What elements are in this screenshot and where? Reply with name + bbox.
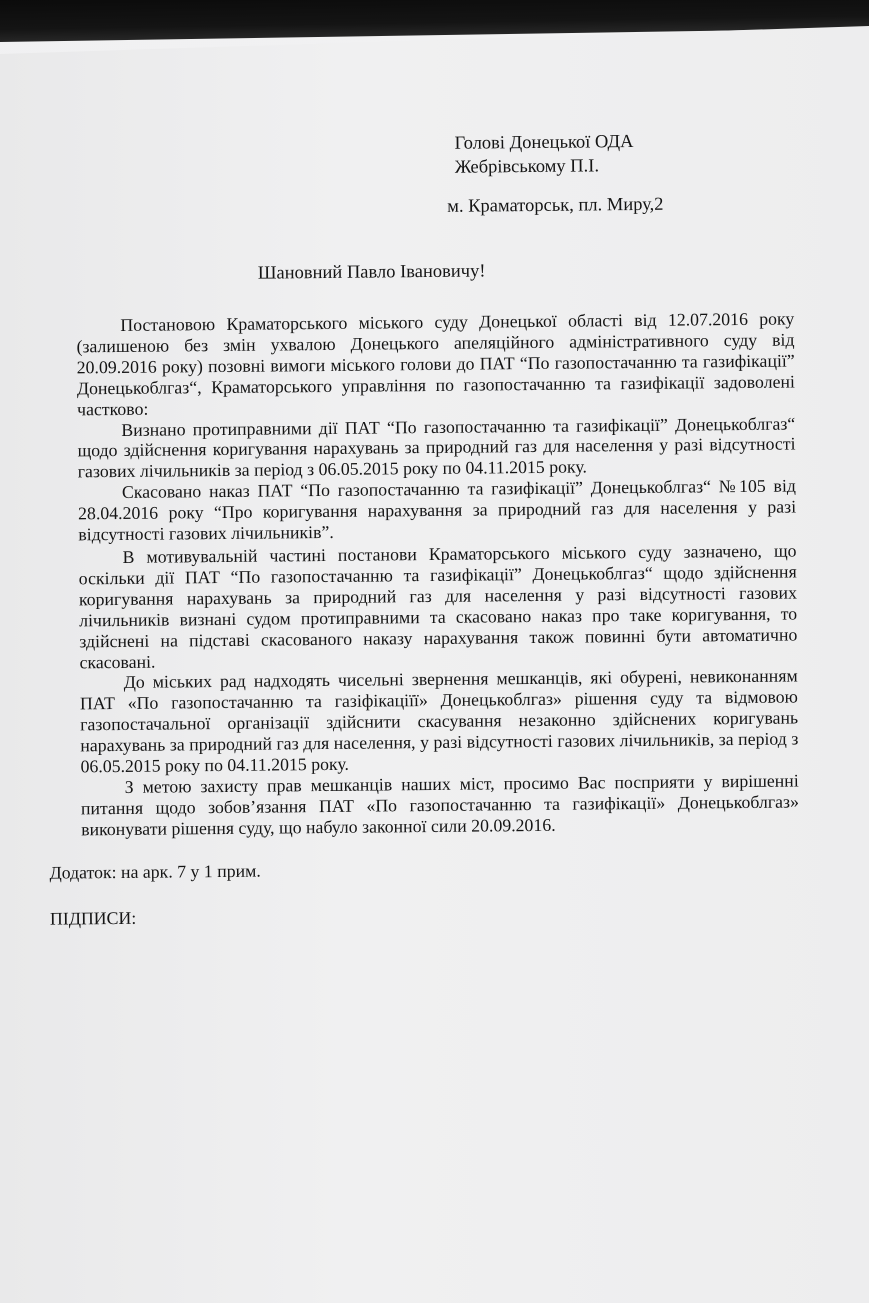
attachment-note: Додаток: на арк. 7 у 1 прим. bbox=[49, 860, 261, 883]
paragraph-complaints: До міських рад надходять чисельні звернення мешканців, які обурені, невиконанням ПАТ «По газопостачанню та газіфікаціїї» Донецькоблгаз» рішення суду та відмовою газопостачальної організації здійснити скасування незаконно здійснених коригувань нарахувань за природний газ для населення, у разі відсутності газових лічильників, за період з 06.05.2015 року по 04.11.2015 року. bbox=[79, 665, 799, 777]
salutation: Шановний Павло Івановичу! bbox=[257, 261, 486, 284]
letter-body bbox=[76, 308, 799, 840]
paragraph-motivation: В мотивувальній частині постанови Краматорського міського суду зазначено, що оскільки дії ПАТ “По газопостачанню та газифікації” Донецькоблгаз“ щодо здійснення коригування нарахувань за природний газ для населення у разі відсутності газових лічильників визнані судом протиправними та скасовано наказ про таке коригування, то здійснені на підставі скасованого наказу нарахування також повинні бути автоматично скасовані. bbox=[78, 540, 798, 672]
paragraph-unlawful-actions: Визнано протиправними дії ПАТ “По газопостачанню та газифікації” Донецькоблгаз“ щодо здійснення коригування нарахувань за природний газ для населення у разі відсутності газових лічильників за період з 06.05.2015 року по 04.11.2015 року. bbox=[77, 413, 796, 482]
paragraph-court-ruling: Постановою Краматорського міського суду Донецької області від 12.07.2016 року (залишеною без змін ухвалою Донецького апеляційного адміністративного суду від 20.09.2016 року) позовні вимоги міського голови до ПАТ “По газопостачанню та газифікації” Донецькоблгаз“, Краматорського управління по газопостачанню та газифікації задоволені частково: bbox=[76, 308, 795, 420]
paragraph-order-cancelled: Скасовано наказ ПАТ “По газопостачанню та газифікації” Донецькоблгаз“ №105 від 28.04.2016 року “Про коригування нарахування за природний газ для населення у разі відсутності газових лічильників”. bbox=[78, 475, 797, 545]
signatures-heading: ПІДПИСИ: bbox=[49, 907, 137, 929]
addressee-line-2: Жебрівському П.І. bbox=[454, 156, 600, 178]
address-line: м. Краматорськ, пл. Миру,2 bbox=[447, 194, 664, 217]
addressee-line-1: Голові Донецької ОДА bbox=[454, 132, 634, 154]
addressee-block bbox=[454, 130, 633, 180]
paragraph-request: З метою захисту прав мешканців наших міст, просимо Вас посприяти у вирішенні питання щодо зобов’язання ПАТ «По газопостачанню та газифікації» Донецькоблгаз» виконувати рішення суду, що набуло законної сили 20.09.2016. bbox=[80, 770, 800, 840]
